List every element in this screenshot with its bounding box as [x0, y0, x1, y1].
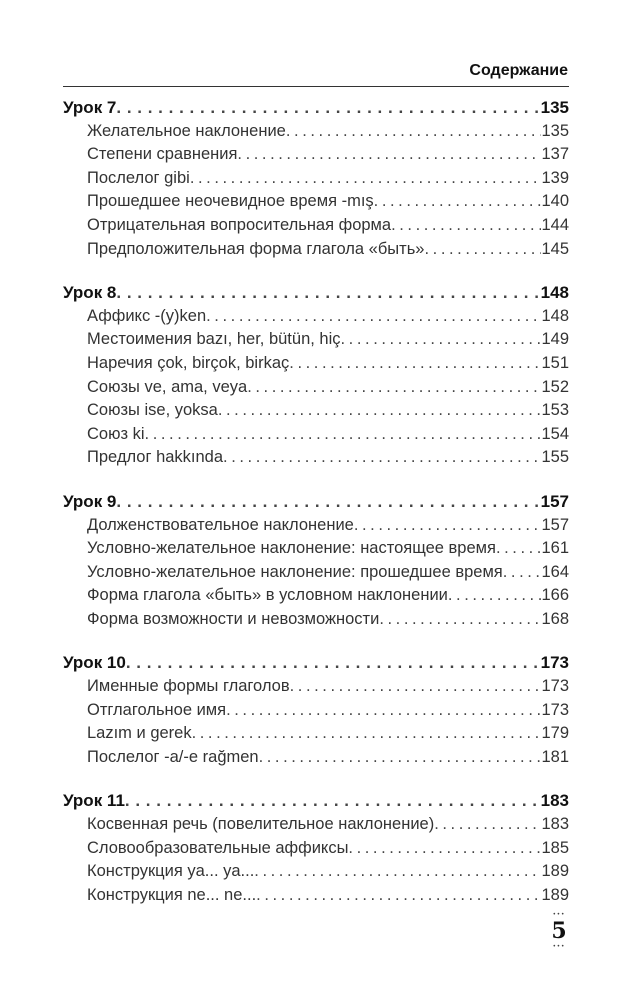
lesson-group: [63, 789, 569, 907]
dot-leader: [126, 651, 541, 675]
toc-entry-title: Форма глагола «быть» в условном наклонении: [87, 586, 448, 605]
toc-entry[interactable]: [63, 561, 569, 585]
lesson-entry-title: Урок 11: [63, 791, 125, 811]
toc-entry[interactable]: [63, 699, 569, 723]
dot-leader: [226, 699, 541, 723]
toc-entry-title: Предположительная форма глагола «быть»: [87, 239, 425, 258]
table-of-contents: [63, 96, 569, 927]
lesson-entry-title: Урок 10: [63, 653, 126, 673]
toc-entry-title: Условно-желательное наклонение: настоящее время: [87, 539, 496, 558]
toc-entry-title: Lazım и gerek: [87, 724, 192, 743]
dot-leader: [379, 608, 541, 632]
toc-entry[interactable]: [63, 537, 569, 561]
toc-entry-page: 148: [541, 306, 569, 325]
dot-leader: [425, 238, 542, 262]
lesson-entry-page: 148: [540, 283, 569, 303]
toc-entry[interactable]: [63, 837, 569, 861]
toc-entry-page: 154: [541, 424, 569, 443]
lesson-entry[interactable]: [63, 490, 569, 514]
page-number-ornament-top: ···: [552, 910, 566, 920]
dot-leader: [223, 446, 541, 470]
lesson-entry-page: 173: [540, 653, 569, 673]
toc-entry-title: Косвенная речь (повелительное наклонение): [87, 815, 435, 834]
toc-entry-title: Послелог -a/-e rağmen: [87, 747, 259, 766]
toc-entry-page: 161: [541, 539, 569, 558]
toc-entry-title: Местоимения bazı, her, bütün, hiç: [87, 330, 341, 349]
toc-entry-title: Конструкция ya... ya...: [87, 862, 255, 881]
toc-entry[interactable]: [63, 608, 569, 632]
toc-entry[interactable]: [63, 328, 569, 352]
dot-leader: [286, 120, 542, 144]
dot-leader: [218, 399, 542, 423]
toc-entry[interactable]: [63, 238, 569, 262]
toc-entry[interactable]: [63, 584, 569, 608]
toc-entry-title: Наречия çok, birçok, birkaç: [87, 353, 290, 372]
dot-leader: [116, 96, 540, 120]
toc-entry-title: Союзы ise, yoksa: [87, 401, 218, 420]
dot-leader: [125, 789, 541, 813]
toc-entry[interactable]: [63, 399, 569, 423]
lesson-entry-page: 135: [540, 98, 569, 117]
toc-entry-title: Союзы ve, ama, veya: [87, 377, 248, 396]
toc-entry-title: Конструкция ne... ne...: [87, 885, 257, 904]
running-header: Содержание: [469, 62, 568, 79]
dot-leader: [434, 813, 541, 837]
lesson-entry[interactable]: [63, 789, 569, 813]
toc-entry-page: 137: [541, 145, 569, 164]
toc-entry-title: Союз ki: [87, 424, 145, 443]
dot-leader: [116, 490, 540, 514]
dot-leader: [448, 584, 542, 608]
toc-entry-page: 181: [541, 747, 569, 766]
toc-entry[interactable]: [63, 884, 569, 908]
dot-leader: [259, 746, 542, 770]
toc-entry-page: 183: [541, 815, 569, 834]
page-number: [548, 912, 570, 950]
toc-entry-page: 157: [541, 515, 569, 534]
toc-entry-page: 152: [541, 377, 569, 396]
lesson-group: [63, 490, 569, 632]
lesson-group: [63, 281, 569, 470]
lesson-entry[interactable]: [63, 651, 569, 675]
dot-leader: [391, 214, 541, 238]
dot-leader: [290, 675, 542, 699]
toc-entry-title: Послелог gibi: [87, 168, 190, 187]
toc-entry[interactable]: [63, 423, 569, 447]
toc-entry-page: 164: [541, 562, 569, 581]
toc-entry-page: 173: [541, 700, 569, 719]
dot-leader: [190, 167, 542, 191]
toc-entry-page: 151: [541, 353, 569, 372]
toc-entry[interactable]: [63, 722, 569, 746]
lesson-group: [63, 651, 569, 769]
toc-entry[interactable]: [63, 214, 569, 238]
toc-entry-page: 135: [541, 121, 569, 140]
dot-leader: [354, 514, 542, 538]
toc-entry-title: Отглагольное имя: [87, 700, 227, 719]
toc-entry-page: 145: [541, 239, 569, 258]
toc-entry-page: 179: [541, 724, 569, 743]
toc-entry-title: Аффикс -(y)ken: [87, 306, 207, 325]
toc-entry-page: 189: [541, 862, 569, 881]
lesson-entry-title: Урок 7: [63, 98, 117, 117]
page-number-ornament-bottom: ···: [552, 942, 566, 952]
toc-entry-page: 166: [541, 586, 569, 605]
toc-entry-title: Предлог hakkında: [87, 448, 224, 467]
dot-leader: [256, 884, 541, 908]
toc-entry-page: 149: [541, 330, 569, 349]
lesson-entry-title: Урок 8: [63, 283, 117, 303]
dot-leader: [145, 423, 542, 447]
toc-entry[interactable]: [63, 376, 569, 400]
toc-entry[interactable]: [63, 167, 569, 191]
lesson-entry-page: 157: [540, 491, 569, 511]
toc-entry[interactable]: [63, 746, 569, 770]
toc-entry-page: 185: [541, 838, 569, 857]
toc-entry[interactable]: [63, 120, 569, 144]
toc-entry[interactable]: [63, 514, 569, 538]
header-rule: [63, 86, 569, 87]
toc-entry-page: 189: [541, 885, 569, 904]
dot-leader: [192, 722, 542, 746]
toc-entry-title: Форма возможности и невозможности: [87, 609, 380, 628]
toc-entry-title: Долженствовательное наклонение: [87, 515, 354, 534]
toc-entry-title: Степени сравнения: [87, 145, 238, 164]
toc-entry-page: 140: [541, 192, 569, 211]
toc-entry[interactable]: [63, 813, 569, 837]
toc-entry-title: Отрицательная вопросительная форма: [87, 215, 392, 234]
toc-entry-title: Именные формы глаголов: [87, 677, 290, 696]
toc-entry-title: Условно-желательное наклонение: прошедшее время: [87, 562, 503, 581]
toc-entry[interactable]: [63, 352, 569, 376]
lesson-entry-title: Урок 9: [63, 491, 117, 511]
lesson-entry[interactable]: [63, 96, 569, 120]
toc-entry[interactable]: [63, 305, 569, 329]
dot-leader: [206, 305, 541, 329]
dot-leader: [237, 143, 541, 167]
toc-entry-page: 153: [541, 401, 569, 420]
toc-entry[interactable]: [63, 675, 569, 699]
toc-entry[interactable]: [63, 860, 569, 884]
toc-entry-page: 173: [541, 677, 569, 696]
lesson-entry[interactable]: [63, 281, 569, 305]
dot-leader: [289, 352, 541, 376]
dot-leader: [496, 537, 542, 561]
page-number-value: 5: [551, 918, 567, 944]
lesson-entry-page: 183: [540, 791, 569, 811]
toc-entry-page: 155: [541, 448, 569, 467]
toc-entry-page: 139: [541, 168, 569, 187]
toc-entry-title: Прошедшее неочевидное время -mış: [87, 192, 374, 211]
lesson-group: [63, 96, 569, 261]
dot-leader: [503, 561, 542, 585]
toc-entry[interactable]: [63, 190, 569, 214]
dot-leader: [348, 837, 541, 861]
dot-leader: [247, 376, 541, 400]
toc-entry-page: 168: [541, 609, 569, 628]
dot-leader: [374, 190, 542, 214]
dot-leader: [116, 281, 540, 305]
dot-leader: [341, 328, 542, 352]
toc-entry-title: Желательное наклонение: [87, 121, 286, 140]
dot-leader: [254, 860, 541, 884]
toc-entry[interactable]: [63, 143, 569, 167]
toc-entry-page: 144: [541, 215, 569, 234]
toc-entry[interactable]: [63, 446, 569, 470]
toc-entry-title: Словообразовательные аффиксы: [87, 838, 349, 857]
